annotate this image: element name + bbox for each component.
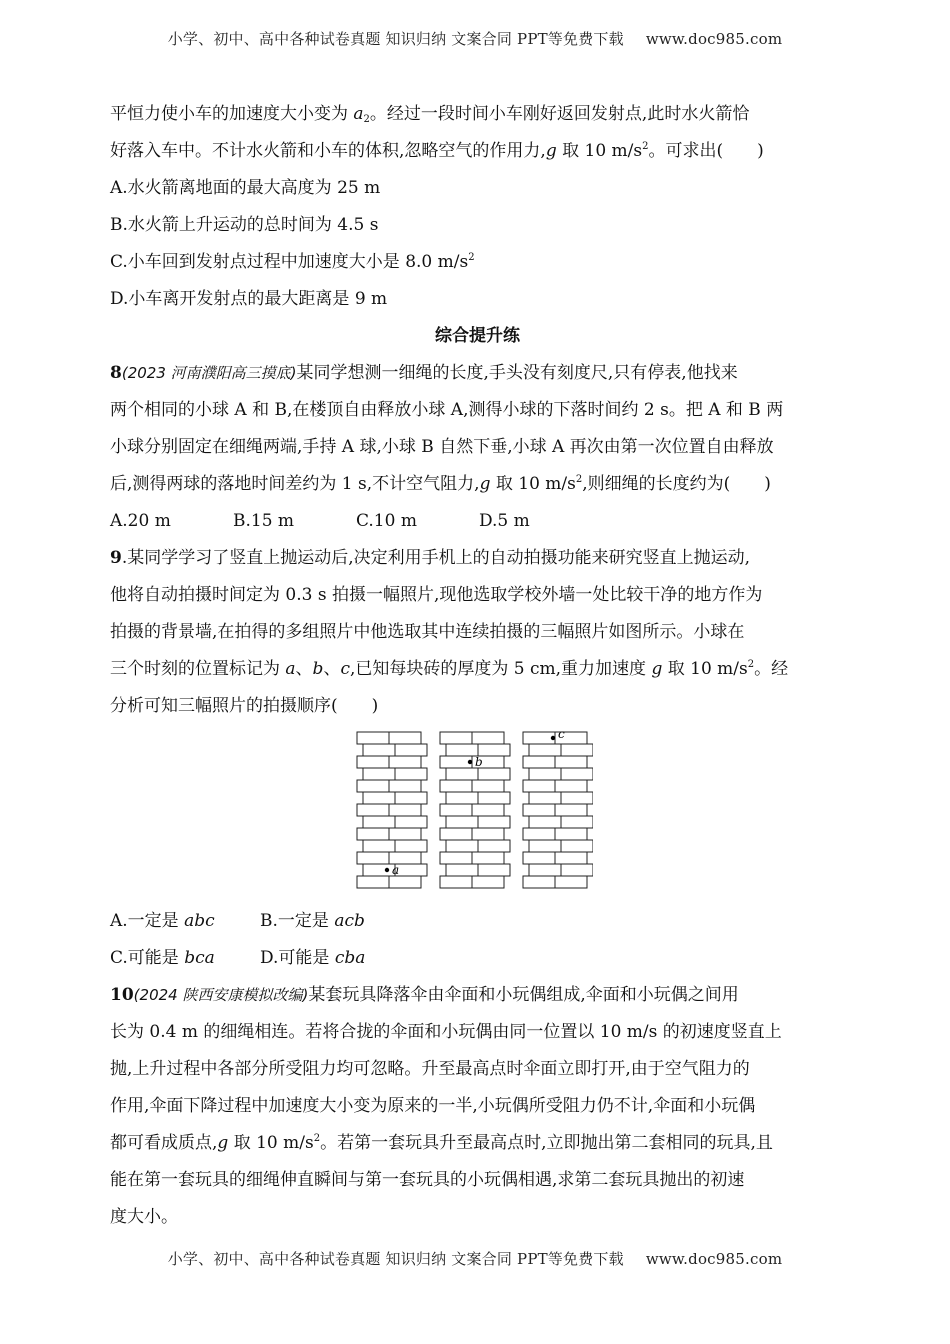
brick [395, 792, 427, 804]
brick [478, 864, 510, 876]
q9-line3: 拍摄的背景墙,在拍得的多组照片中他选取其中连续拍摄的三幅照片如图所示。小球在 [110, 622, 745, 642]
q9-line5: 分析可知三幅照片的拍摄顺序( ) [110, 696, 379, 716]
brick [523, 756, 555, 768]
q9-line2: 他将自动拍摄时间定为 0.3 s 拍摄一幅照片,现他选取学校外墙一处比较干净的地方作为 [110, 585, 763, 605]
q8-option-c: C.10 m [356, 511, 417, 531]
q10-line6: 能在第一套玩具的细绳伸直瞬间与第一套玩具的小玩偶相遇,求第二套玩具抛出的初速 [110, 1170, 745, 1190]
brick [472, 828, 504, 840]
q10-number: 10 [110, 985, 134, 1005]
brick [446, 816, 478, 828]
q10-line5: 都可看成质点,g 取 10 $m/s^2$。若第一套玩具升至最高点时,立即抛出第二套相同的玩具,且 [110, 1133, 773, 1153]
q9-options-row2 [110, 940, 845, 977]
brick [440, 732, 472, 744]
brick [555, 756, 587, 768]
brick [389, 804, 421, 816]
q8-line3: 小球分别固定在细绳两端,手持 A 球,小球 B 自然下垂,小球 A 再次由第一次位置自由释放 [110, 437, 774, 457]
brick [555, 780, 587, 792]
brick [523, 852, 555, 864]
brick [389, 828, 421, 840]
brick [357, 732, 389, 744]
brick [357, 876, 389, 888]
brick [529, 816, 561, 828]
q8-option-b: B.15 m [233, 511, 295, 531]
q8-line4: 后,测得两球的落地时间差约为 1 s,不计空气阻力,g 取 10 $m/s^2$,则细绳的长度约为( ) [110, 474, 771, 494]
brick [357, 804, 389, 816]
q8-line2: 两个相同的小球 A 和 B,在楼顶自由释放小球 A,测得小球的下落时间约 2 s。把 A 和 B 两 [110, 400, 784, 420]
q7-line1: 平恒力使小车的加速度大小变为 $a_2$。经过一段时间小车刚好返回发射点,此时水火箭恰 [110, 104, 750, 125]
brick [389, 756, 421, 768]
q8-option-a: A.20 m [110, 511, 171, 531]
brick [440, 852, 472, 864]
ball-label: a [392, 863, 400, 877]
q9-option-d: D.可能是 cba [260, 948, 366, 968]
brick [363, 864, 395, 876]
brick [440, 780, 472, 792]
brick [478, 744, 510, 756]
brick [529, 744, 561, 756]
brick [561, 816, 593, 828]
page-footer [0, 1248, 950, 1269]
q8-number: 8 [110, 363, 122, 383]
q9-option-a: A.一定是 abc [110, 911, 215, 931]
page-header [0, 28, 950, 49]
q9-options-row1 [110, 903, 845, 940]
brick-wall-photos [353, 729, 593, 894]
q7-option-b: B.水火箭上升运动的总时间为 4.5 s [110, 215, 379, 235]
ball-dot [551, 736, 555, 740]
q8-source: (2023 河南濮阳高三摸底) [121, 364, 297, 382]
q8-option-d: D.5 m [479, 511, 530, 531]
q10-line7: 度大小。 [110, 1207, 178, 1227]
brick [389, 732, 421, 744]
brick [472, 852, 504, 864]
brick [440, 756, 472, 768]
brick [523, 804, 555, 816]
brick [555, 828, 587, 840]
q9-option-b: B.一定是 acb [260, 911, 365, 931]
brick [529, 864, 561, 876]
brick [363, 792, 395, 804]
q10-line4: 作用,伞面下降过程中加速度大小变为原来的一半,小玩偶所受阻力仍不计,伞面和小玩偶 [110, 1096, 756, 1116]
brick [529, 768, 561, 780]
q7-option-c: C.小车回到发射点过程中加速度大小是 8.0 $m/s^2$ [110, 252, 475, 272]
brick [472, 780, 504, 792]
q7-option-a: A.水火箭离地面的最大高度为 25 m [110, 178, 381, 198]
q7-line2: 好落入车中。不计水火箭和小车的体积,忽略空气的作用力,g 取 10 $m/s^2$。可求出( ) [110, 141, 764, 161]
brick [478, 840, 510, 852]
brick [389, 876, 421, 888]
document-body [110, 96, 845, 1236]
brick [523, 828, 555, 840]
ball-label: b [475, 755, 483, 769]
q7-option-d: D.小车离开发射点的最大距离是 9 m [110, 289, 388, 309]
q10-line2: 长为 0.4 m 的细绳相连。若将合拢的伞面和小玩偶由同一位置以 10 m/s 的初速度竖直上 [110, 1022, 782, 1042]
ball-label: c [558, 729, 565, 741]
brick [446, 768, 478, 780]
brick [446, 792, 478, 804]
q8-line1: 8(2023 河南濮阳高三摸底)某同学想测一细绳的长度,手头没有刻度尺,只有停表,他找来 [110, 363, 738, 383]
q9-number: 9 [110, 548, 122, 568]
brick [561, 768, 593, 780]
brick [395, 768, 427, 780]
brick [395, 864, 427, 876]
q8-options [110, 503, 845, 540]
brick [363, 840, 395, 852]
brick [357, 780, 389, 792]
brick [561, 744, 593, 756]
q10-line3: 抛,上升过程中各部分所受阻力均可忽略。升至最高点时伞面立即打开,由于空气阻力的 [110, 1059, 750, 1079]
brick [555, 876, 587, 888]
brick [555, 804, 587, 816]
q9-line4: 三个时刻的位置标记为 a、b、c,已知每块砖的厚度为 5 cm,重力加速度 g 取 10 $m/s^2$。经 [110, 659, 789, 679]
brick [472, 804, 504, 816]
brick [357, 828, 389, 840]
section-title: 综合提升练 [435, 326, 520, 346]
brick [363, 816, 395, 828]
header-text: 小学、初中、高中各种试卷真题 知识归纳 文案合同 PPT等免费下载 [167, 30, 624, 48]
q10-line1: 10(2024 陕西安康模拟改编)某套玩具降落伞由伞面和小玩偶组成,伞面和小玩偶之间用 [110, 985, 739, 1005]
ball-dot [385, 868, 389, 872]
brick [446, 864, 478, 876]
brick [440, 876, 472, 888]
brick [561, 840, 593, 852]
brick [363, 744, 395, 756]
header-url[interactable]: www.doc985.com [645, 30, 783, 48]
q10-source: (2024 陕西安康模拟改编) [133, 986, 309, 1004]
brick [523, 876, 555, 888]
brick [440, 828, 472, 840]
brick [395, 816, 427, 828]
footer-url[interactable]: www.doc985.com [645, 1250, 783, 1268]
brick [440, 804, 472, 816]
ball-dot [468, 760, 472, 764]
brick [395, 744, 427, 756]
brick-wall-figure [110, 725, 845, 903]
brick [523, 732, 555, 744]
brick [389, 780, 421, 792]
brick [472, 876, 504, 888]
brick [529, 792, 561, 804]
q9-line1: 9.某同学学习了竖直上抛运动后,决定利用手机上的自动拍摄功能来研究竖直上抛运动, [110, 548, 751, 568]
brick [395, 840, 427, 852]
brick [357, 756, 389, 768]
q9-option-c: C.可能是 bca [110, 948, 215, 968]
brick [478, 768, 510, 780]
brick [529, 840, 561, 852]
brick [523, 780, 555, 792]
brick [561, 792, 593, 804]
brick [561, 864, 593, 876]
brick [478, 816, 510, 828]
brick [555, 852, 587, 864]
brick [478, 792, 510, 804]
footer-text: 小学、初中、高中各种试卷真题 知识归纳 文案合同 PPT等免费下载 [167, 1250, 624, 1268]
brick [472, 732, 504, 744]
brick [363, 768, 395, 780]
brick [446, 840, 478, 852]
brick [446, 744, 478, 756]
brick [357, 852, 389, 864]
